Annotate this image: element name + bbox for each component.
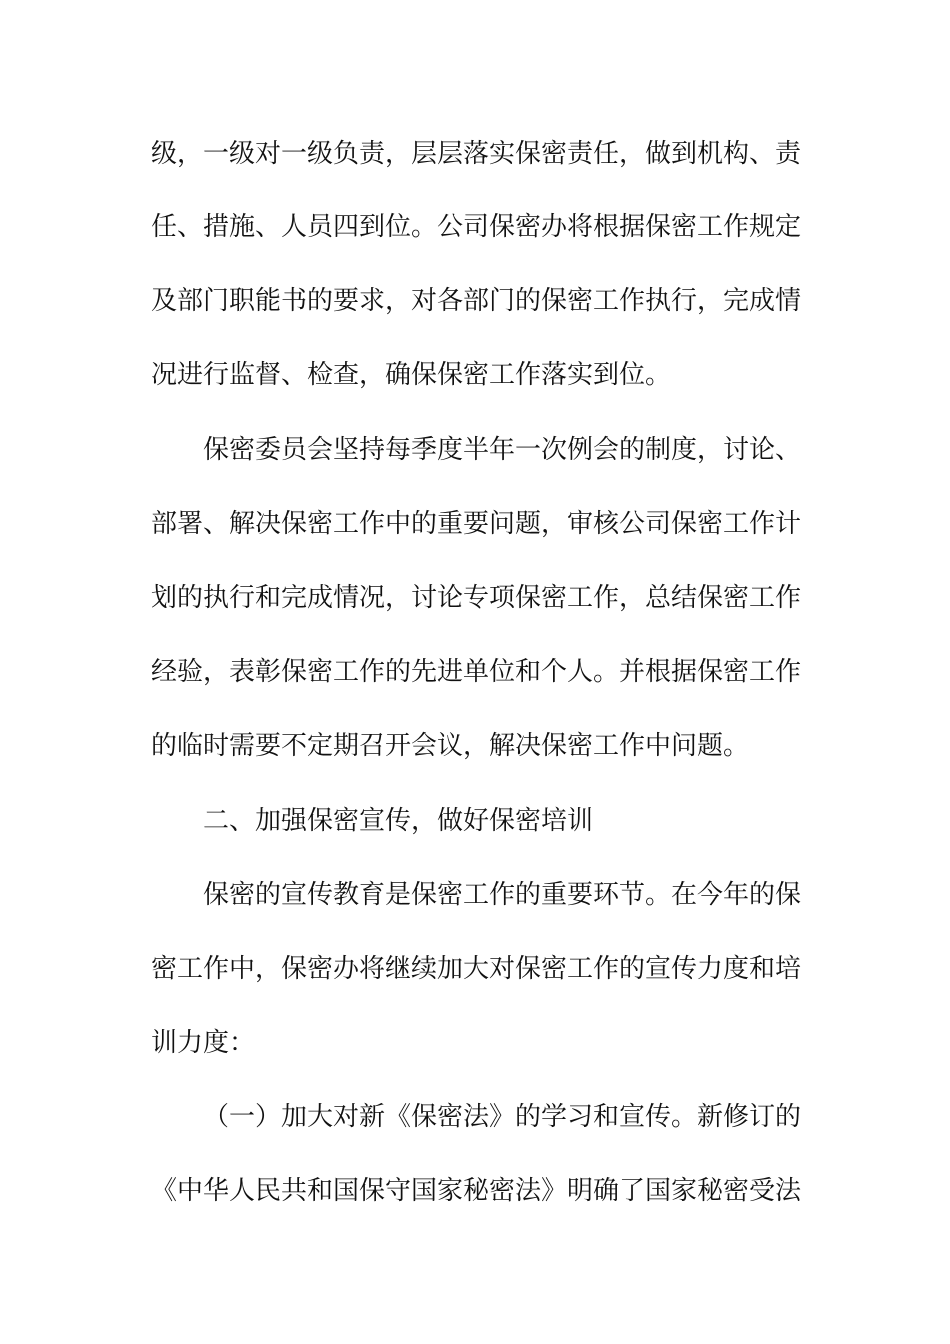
text-line: 级，一级对一级负责，层层落实保密责任，做到机构、责	[151, 139, 802, 169]
paragraph-first-line: （一）加大对新《保密法》的学习和宣传。新修订的	[203, 1102, 802, 1132]
text-line: 及部门职能书的要求，对各部门的保密工作执行，完成情	[151, 286, 802, 316]
text-line: 密工作中，保密办将继续加大对保密工作的宣传力度和培	[151, 954, 802, 984]
text-line: 划的执行和完成情况，讨论专项保密工作，总结保密工作	[151, 583, 802, 613]
text-line: 《中华人民共和国保守国家秘密法》明确了国家秘密受法	[151, 1176, 802, 1206]
text-line: 况进行监督、检查，确保保密工作落实到位。	[151, 360, 672, 390]
paragraph-first-line: 保密委员会坚持每季度半年一次例会的制度，讨论、	[203, 435, 802, 465]
section-heading: 二、加强保密宣传，做好保密培训	[203, 806, 594, 836]
text-line: 的临时需要不定期召开会议，解决保密工作中问题。	[151, 731, 750, 761]
text-line: 任、措施、人员四到位。公司保密办将根据保密工作规定	[151, 212, 802, 242]
paragraph-first-line: 保密的宣传教育是保密工作的重要环节。在今年的保	[203, 880, 802, 910]
text-line: 部署、解决保密工作中的重要问题，审核公司保密工作计	[151, 509, 802, 539]
text-line: 训力度：	[151, 1028, 256, 1058]
text-line: 经验，表彰保密工作的先进单位和个人。并根据保密工作	[151, 657, 802, 687]
